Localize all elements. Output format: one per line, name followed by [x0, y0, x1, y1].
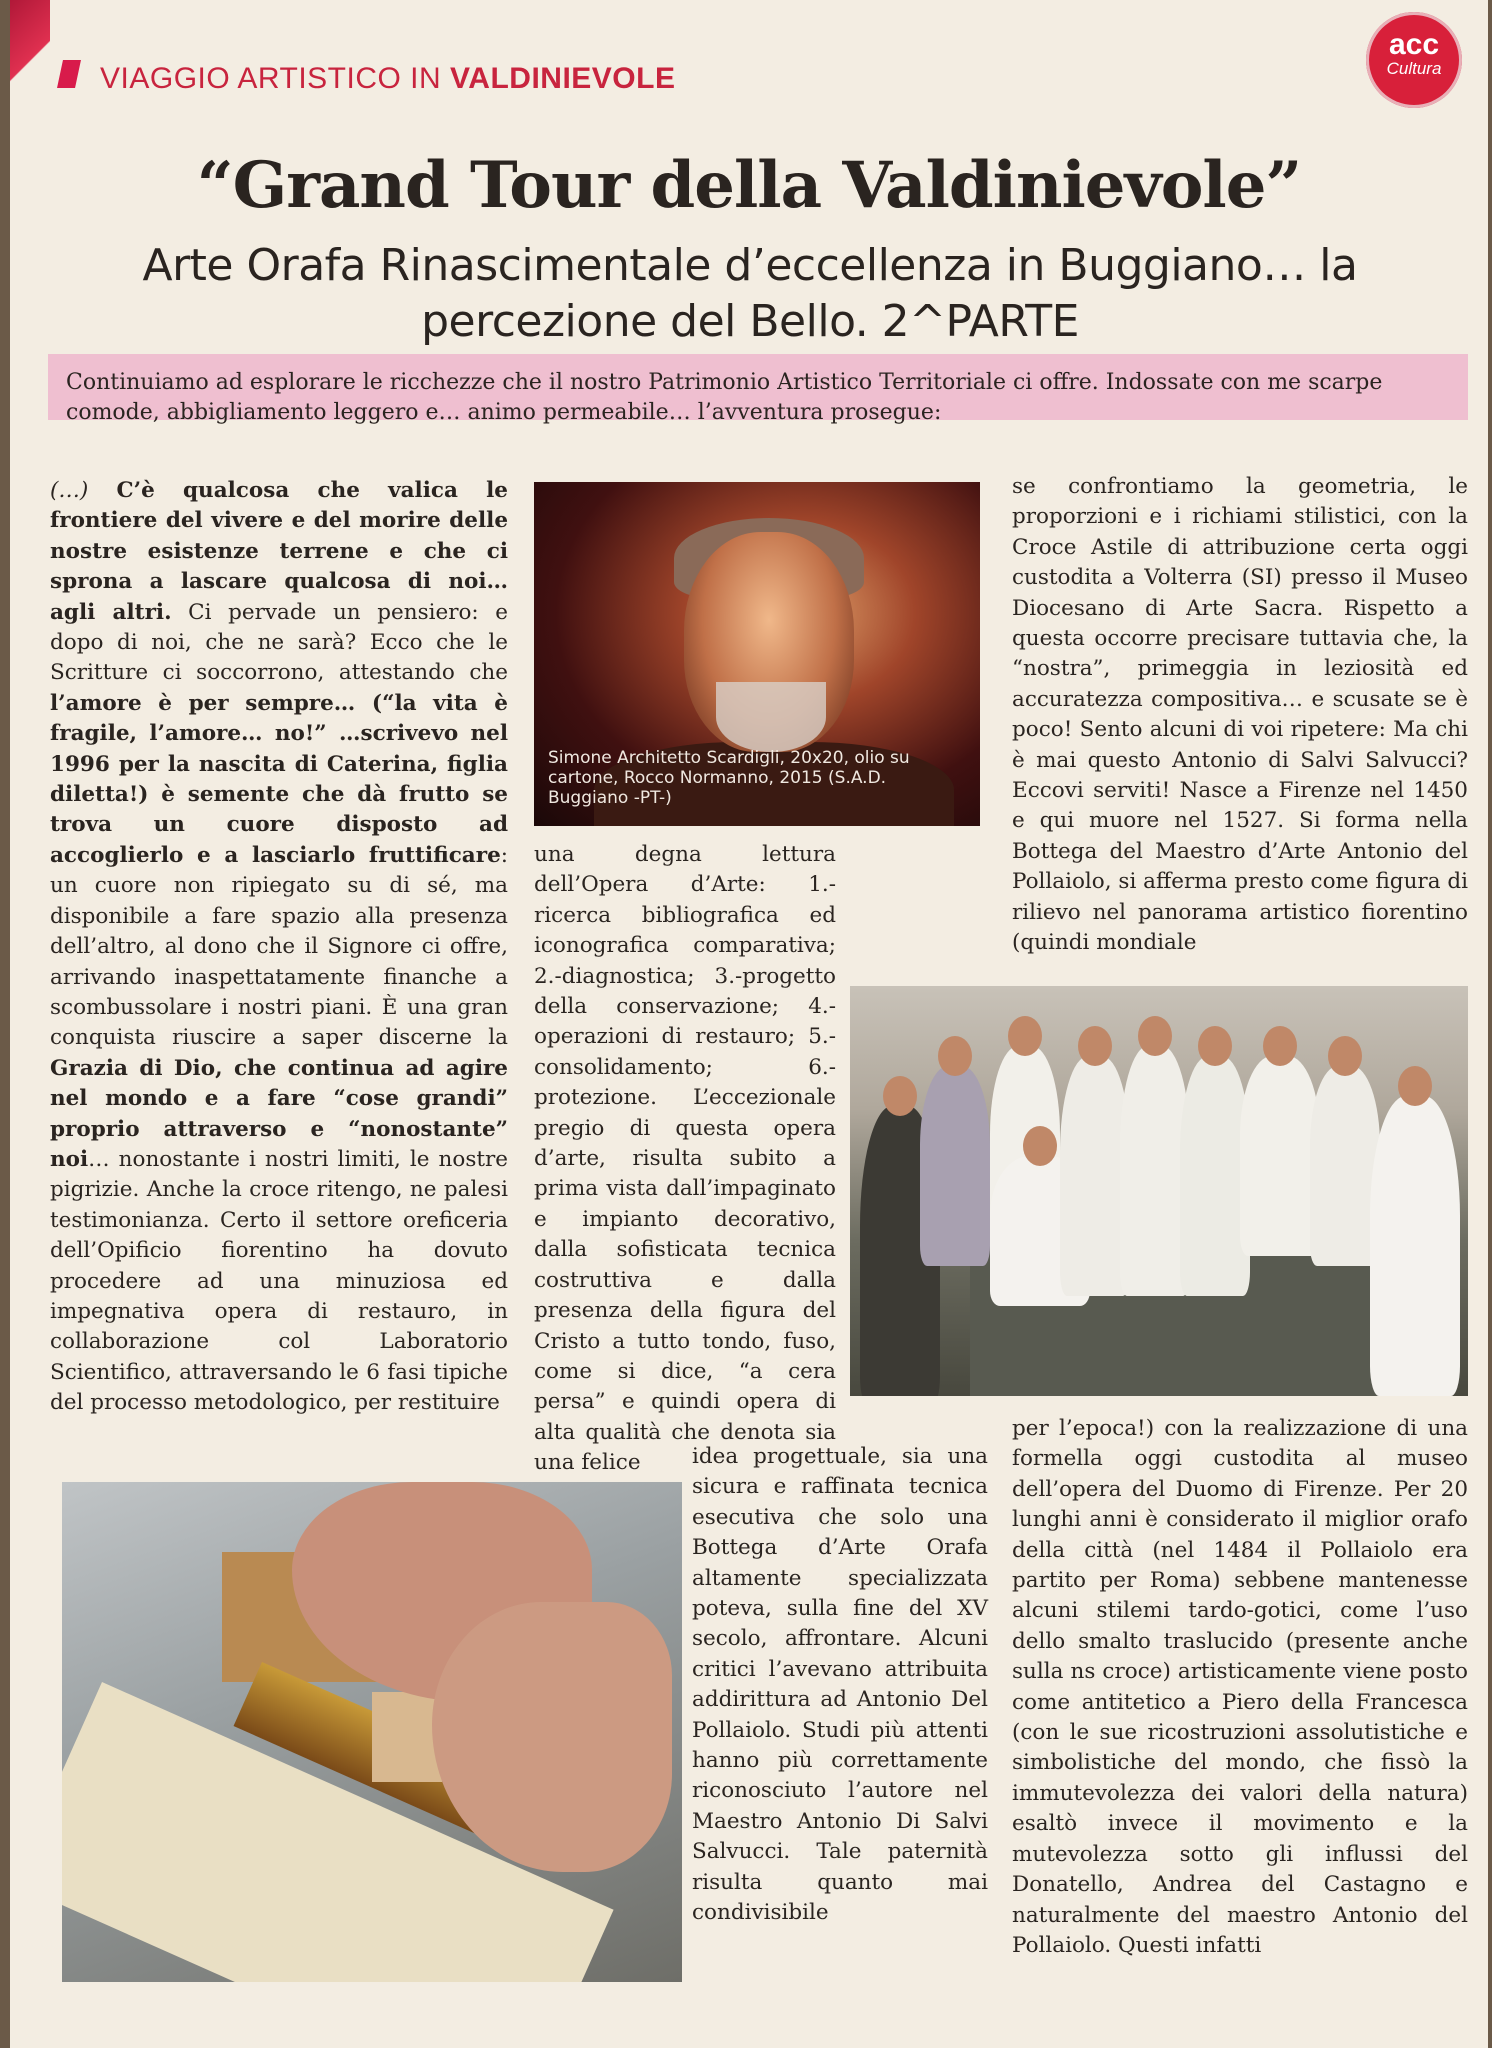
intro-band: Continuiamo ad esplorare le ricchezze che il nostro Patrimonio Artistico Territoriale ci offre. Indossate con me scarpe comode, abbigliamento leggero e… animo permeabile… l’avventura prosegue: — [48, 354, 1468, 420]
column-3-top-text: se confrontiamo la geometria, le proporzioni e i richiami stilistici, con la Croce Astile di attribuzione certa oggi custodita a Volterra (SI) presso il Museo Diocesano di Arte Sacra. Rispetto a questa occorre precisare tuttavia che, la “nostra”, primeggia in leziosità ed accuratezza compositiva… e scusate se è poco! Sento alcuni di voi ripetere: Ma chi è mai questo Antonio di Salvi Salvucci? Eccovi serviti! Nasce a Firenze nel 1450 e qui muore nel 1527. Si forma nella Bottega del Maestro d’Arte Antonio del Pollaiolo, si afferma presto come figura di rilievo nel panorama artistico fiorentino (quindi mondiale — [1012, 474, 1468, 956]
section-highlight: VALDINIEVOLE — [450, 62, 676, 95]
article-subtitle: Arte Orafa Rinascimentale d’eccellenza in Buggiano… la percezione del Bello. 2^PARTE — [142, 240, 1358, 347]
text-run: : un cuore non ripiegato su di sé, ma disponibile a fare spazio alla presenza dell’altro, al dono che il Signore ci offre, arrivando inaspettatamente finanche a scombussolare i nostri piani. È una gran conquista riuscire a saper discerne la — [50, 842, 508, 1051]
section-tag — [100, 62, 675, 96]
column-1-text — [50, 476, 508, 1419]
column-1 — [50, 476, 508, 1419]
column-2-top-text: una degna lettura dell’Opera d’Arte: 1.-ricerca bibliografica ed iconografica comparativa; 2.-diagnostica; 3.-progetto della conservazione; 4.-operazioni di restauro; 5.-consolidamento; 6.-protezione. L’eccezionale pregio di questa opera d’arte, risulta subito a prima vista dall’impaginato e impianto decorativo, dalla sofisticata tecnica costruttiva e dalla presenza della figura del Cristo a tutto tondo, fuso, come si dice, “a cera persa” e quindi opera di alta qualità che denota sia una felice — [534, 842, 836, 1476]
restoration-hands-photo — [62, 1482, 682, 1982]
portrait-caption: Simone Architetto Scardigli, 20x20, olio su cartone, Rocco Normanno, 2015 (S.A.D. Buggiano -PT-) — [548, 748, 910, 808]
restorer-hand — [432, 1602, 672, 1872]
text-run: … nonostante i nostri limiti, le nostre pigrizie. Anche la croce ritengo, ne palesi testimonianza. Certo il settore oreficeria dell’Opificio fiorentino ha dovuto procedere ad una minuziosa ed impegnativa opera di restauro, in collaborazione col Laboratorio Scientifico, attraversando le 6 fasi tipiche del processo metodologico, per restituire — [50, 1146, 508, 1416]
section-marker — [57, 60, 81, 88]
acc-cultura-logo — [1366, 12, 1462, 108]
text-run: Ci pervade un pensiero: e dopo di noi, che ne sarà? Ecco che le Scritture ci soccorrono, attestando che — [50, 599, 509, 686]
column-2-bottom — [692, 1442, 988, 1929]
person-figure — [1240, 1056, 1320, 1256]
corner-decoration — [10, 0, 50, 160]
restoration-lab-photo — [850, 986, 1468, 1396]
column-3-bottom-text: per l’epoca!) con la realizzazione di una formella oggi custodita al museo dell’opera del Duomo di Firenze. Per 20 lunghi anni è considerato il miglior orafo della città (nel 1484 il Pollaiolo era partito per Roma) sebbene mantenesse alcuni stilemi tardo-gotici, come l’uso dello smalto traslucido (presente anche sulla ns croce) artisticamente viene posto come antitetico a Piero della Francesca (con le sue ricostruzioni assolutistiche e simbolistiche del mondo, che fissò la immutevolezza dei valori della natura) esaltò invece il movimento e la mutevolezza sotto gli influssi del Donatello, Andrea del Castagno e naturalmente del maestro Antonio del Pollaiolo. Questi infatti — [1012, 1416, 1468, 1958]
badge-bottom: Cultura — [1386, 59, 1442, 78]
portrait-beard — [716, 682, 826, 752]
column-2-top — [534, 840, 836, 1479]
portrait-painting — [534, 482, 980, 826]
column-3-bottom — [1012, 1414, 1468, 1961]
magazine-page — [10, 0, 1488, 2048]
badge-top: acc — [1388, 28, 1440, 61]
bold-lead: C’è qualcosa che valica le frontiere del vivere e del morire delle nostre esistenze terrene e che ci sprona a lascare qualcosa di noi… agli altri. — [50, 478, 508, 625]
person-figure — [1370, 1096, 1460, 1396]
bold-grazia: Grazia di Dio, che continua ad agire nel mondo e a fare “cose grandi” proprio attraverso e “nonostante” noi — [50, 1055, 508, 1172]
column-2-bottom-text: idea progettuale, sia una sicura e raffinata tecnica esecutiva che solo una Bottega d’Arte Orafa altamente specializzata poteva, sulla fine del XV secolo, affrontare. Alcuni critici l’avevano attribuita addirittura ad Antonio Del Pollaiolo. Studi più attenti hanno più correttamente riconosciuto l’autore nel Maestro Antonio Di Salvi Salvucci. Tale paternità risulta quanto mai condivisibile — [692, 1444, 988, 1926]
person-figure — [920, 1066, 990, 1266]
article-title: “Grand Tour della Valdinievole” — [196, 148, 1302, 223]
ellipsis: (…) — [50, 478, 89, 503]
column-3-top — [1012, 472, 1468, 959]
bold-quote: l’amore è per sempre… (“la vita è fragile, l’amore… no!” …scrivevo nel 1996 per la nascita di Caterina, figlia diletta!) è semente che dà frutto se trova un cuore disposto ad accoglierlo e a lasciarlo fruttificare — [50, 690, 508, 868]
section-prefix: VIAGGIO ARTISTICO IN — [100, 62, 442, 95]
